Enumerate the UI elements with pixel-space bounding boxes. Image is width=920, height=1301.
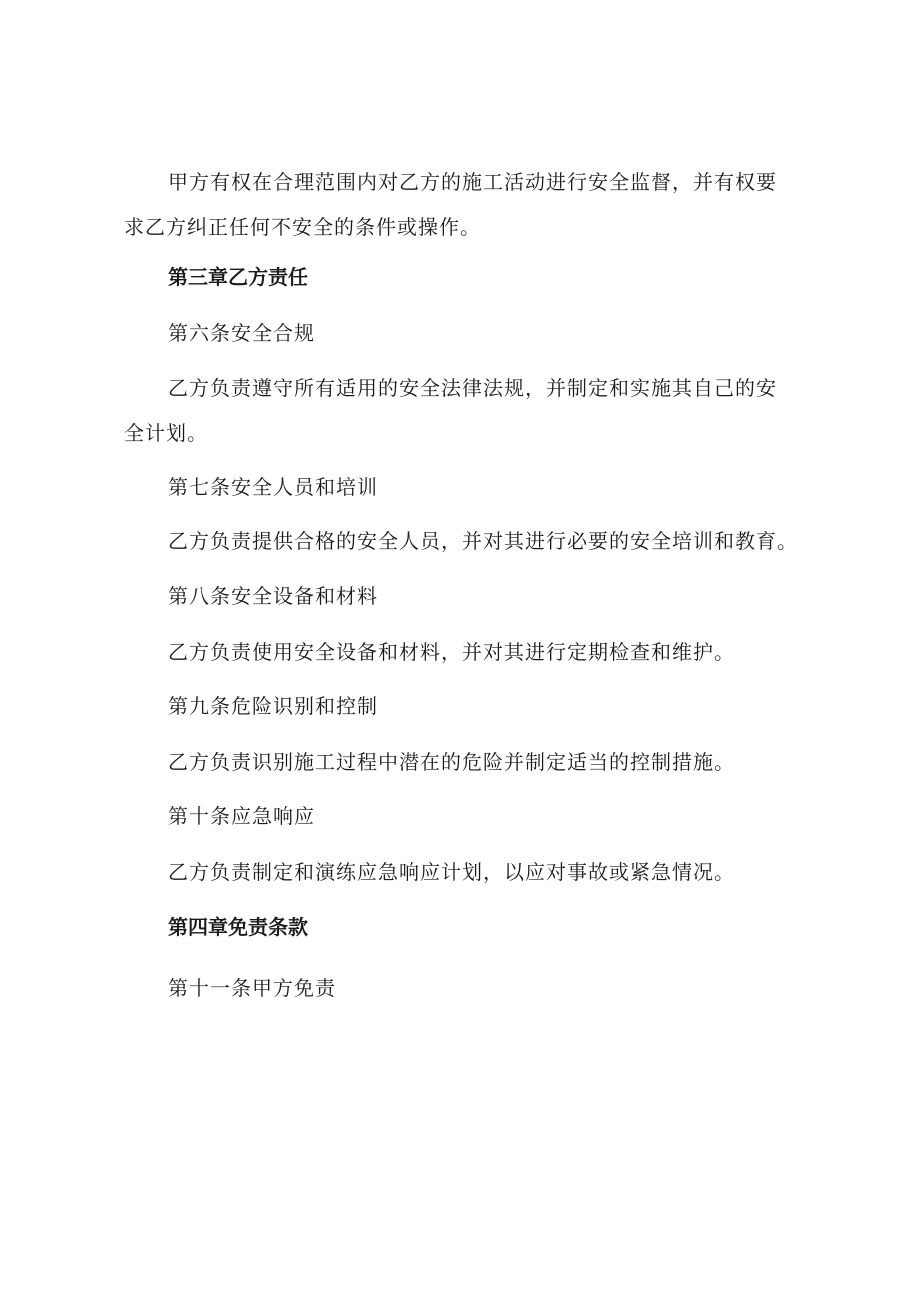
article-10-body: 乙方负责制定和演练应急响应计划，以应对事故或紧急情况。 — [168, 860, 735, 884]
chapter-4-heading: 第四章免责条款 — [168, 915, 308, 939]
article-8-title: 第八条安全设备和材料 — [168, 584, 378, 608]
paragraph-supervision-right: 甲方有权在合理范围内对乙方的施工活动进行安全监督，并有权要求乙方纠正任何不安全的条件或操作。 — [124, 170, 777, 239]
article-9-title: 第九条危险识别和控制 — [168, 694, 378, 718]
article-10-title: 第十条应急响应 — [168, 804, 315, 828]
chapter-3-heading: 第三章乙方责任 — [168, 265, 308, 289]
article-8-body: 乙方负责使用安全设备和材料，并对其进行定期检查和维护。 — [168, 640, 735, 664]
article-6-body: 乙方负责遵守所有适用的安全法律法规，并制定和实施其自己的安全计划。 — [124, 376, 777, 445]
article-6-title: 第六条安全合规 — [168, 321, 315, 345]
article-11-title: 第十一条甲方免责 — [168, 976, 336, 1000]
article-7-title: 第七条安全人员和培训 — [168, 475, 378, 499]
article-7-body: 乙方负责提供合格的安全人员，并对其进行必要的安全培训和教育。 — [168, 529, 798, 553]
article-9-body: 乙方负责识别施工过程中潜在的危险并制定适当的控制措施。 — [168, 750, 735, 774]
